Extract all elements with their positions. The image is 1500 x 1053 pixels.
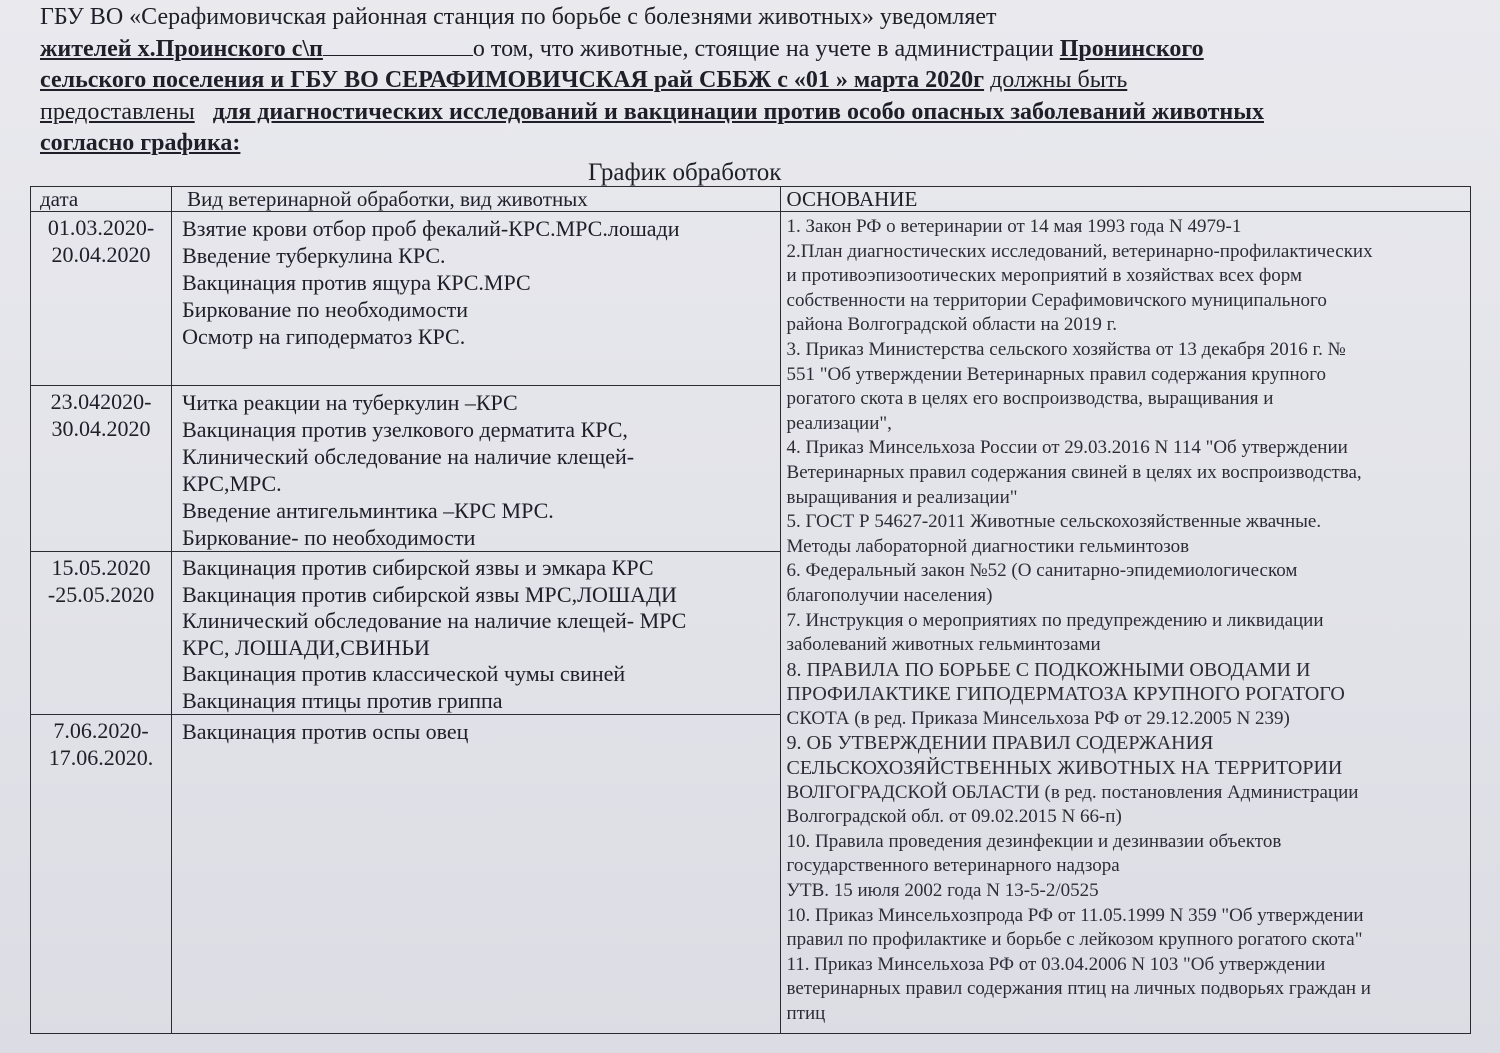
table-row (31, 212, 1471, 386)
date-end: 20.04.2020 (51, 242, 151, 267)
date-end: -25.05.2020 (47, 582, 155, 607)
basis-line: 9. ОБ УТВЕРЖДЕНИИ ПРАВИЛ СОДЕРЖАНИЯ (786, 732, 1214, 755)
action-item: Биркование по необходимости (182, 297, 469, 322)
action-item: Клинический обследование на наличие клещей- МРС (182, 608, 687, 633)
action-item: КРС, ЛОШАДИ,СВИНЬИ (182, 634, 430, 660)
basis-line: УТВ. 15 июля 2002 года N 13-5-2/0525 (786, 880, 1099, 902)
notice-line-4-text: предоставлены (40, 98, 195, 125)
row-date (31, 212, 172, 386)
row-actions (172, 552, 780, 715)
basis-line: реализации", (786, 412, 892, 434)
action-item: Читка реакции на туберкулин –КРС (182, 390, 518, 415)
row-date (31, 386, 172, 552)
row-actions (172, 715, 780, 1034)
notice-line-3-text: должны быть (990, 67, 1128, 93)
basis-line: выращивания и реализации" (786, 486, 1018, 508)
notice-line-2 (40, 34, 1460, 66)
date-end: 17.06.2020. (48, 745, 154, 770)
notice-line-4 (40, 97, 1460, 129)
basis-line: Ветеринарных правил содержания свиней в целях их воспроизводства, (786, 461, 1362, 483)
date-start: 23.042020- (50, 389, 152, 414)
basis-line: 11. Приказ Минсельхоза РФ от 03.04.2006 N 103 "Об утверждении (786, 953, 1326, 975)
basis-line: государственного ветеринарного надзора (786, 855, 1120, 877)
fill-in-blank (323, 37, 473, 56)
basis-line: 10. Приказ Минсельхозпрода РФ от 11.05.1999 N 359 "Об утверждении (786, 904, 1364, 926)
action-item: Биркование- по необходимости (182, 525, 476, 550)
action-item: Вакцинация против оспы овец (182, 719, 469, 744)
action-item: Введение туберкулина КРС. (182, 243, 446, 268)
basis-line: и противоэпизоотических мероприятий в хозяйствах всех форм (786, 265, 1303, 287)
row-actions (172, 386, 780, 552)
date-end: 30.04.2020 (51, 416, 151, 441)
basis-line: заболеваний животных гельминтозами (786, 634, 1101, 656)
header-basis: ОСНОВАНИЕ (780, 187, 1470, 212)
basis-line: собственности на территории Серафимовичского муниципального (786, 289, 1327, 311)
basis-line: Методы лабораторной диагностики гельминтозов (786, 535, 1190, 557)
basis-line: 7. Инструкция о мероприятиях по предупреждению и ликвидации (786, 609, 1324, 631)
action-item: Клинический обследование на наличие клещей- (182, 444, 635, 469)
action-item: Вакцинация птицы против гриппа (182, 687, 503, 713)
basis-line: 6. Федеральный закон №52 (О санитарно-эпидемиологическом (786, 560, 1298, 582)
basis-line: Волгоградской обл. от 09.02.2015 N 66-п) (786, 806, 1122, 828)
basis-line: 3. Приказ Министерства сельского хозяйства от 13 декабря 2016 г. № (786, 338, 1346, 360)
basis-line: правил по профилактике и борьбе с лейкозом крупного рогатого скота" (786, 929, 1363, 951)
action-item: Взятие крови отбор проб фекалий-КРС.МРС.лошади (182, 216, 680, 241)
purpose-text: для диагностических исследований и вакцинации против особо опасных заболеваний животных (212, 98, 1264, 125)
notice-text (40, 2, 1460, 160)
action-item: Вакцинация против сибирской язвы МРС,ЛОШАДИ (182, 581, 677, 607)
notice-line-2-text: о том, что животные, стоящие на учете в администрации (472, 35, 1054, 62)
header-date: дата (31, 187, 172, 212)
row-date (31, 552, 172, 715)
notice-line-1-text: ГБУ ВО «Серафимовичская районная станция по борьбе с болезнями животных» уведомляет (40, 4, 997, 30)
basis-line: рогатого скота в целях его воспроизводства, выращивания и (786, 388, 1274, 410)
date-start: 7.06.2020- (53, 718, 149, 743)
table-header-row (31, 187, 1471, 212)
action-item: Вакцинация против классической чумы свиней (182, 661, 626, 686)
schedule-title: График обработок (588, 159, 782, 186)
basis-line: благополучии населения) (786, 584, 993, 606)
basis-cell (780, 212, 1470, 1034)
administration-name: Пронинского (1059, 35, 1204, 62)
basis-line: СКОТА (в ред. Приказа Минсельхоза РФ от 29.12.2005 N 239) (786, 707, 1290, 729)
basis-line: 5. ГОСТ Р 54627-2011 Животные сельскохозяйственные жвачные. (786, 511, 1322, 533)
schedule-reference: согласно графика: (40, 130, 241, 156)
action-item: Вакцинация против узелкового дерматита КРС, (182, 417, 628, 442)
notice-line-3 (40, 65, 1460, 97)
row-date (31, 715, 172, 1034)
date-start: 01.03.2020- (47, 215, 155, 240)
action-item: Введение антигельминтика –КРС МРС. (182, 498, 554, 523)
row-actions (172, 212, 780, 386)
basis-line: 1. Закон РФ о ветеринарии от 14 мая 1993 года N 4979-1 (786, 216, 1242, 237)
basis-line: 551 "Об утверждении Ветеринарных правил содержания крупного (786, 363, 1327, 385)
basis-line: 10. Правила проведения дезинфекции и дезинвазии объектов (786, 830, 1282, 852)
basis-line: птиц (786, 1003, 826, 1024)
action-item: КРС,МРС. (182, 471, 282, 496)
action-item: Вакцинация против ящура КРС.МРС (182, 270, 531, 295)
action-item: Вакцинация против сибирской язвы и эмкара КРС (182, 555, 654, 580)
basis-line: ПРОФИЛАКТИКЕ ГИПОДЕРМАТОЗА КРУПНОГО РОГАТОГО (786, 683, 1345, 706)
header-treatment: Вид ветеринарной обработки, вид животных (172, 187, 780, 212)
basis-line: ветеринарных правил содержания птиц на личных подворьях граждан и (786, 978, 1371, 1000)
date-start: 15.05.2020 (51, 555, 151, 580)
basis-line: 8. ПРАВИЛА ПО БОРЬБЕ С ПОДКОЖНЫМИ ОВОДАМИ И (786, 658, 1311, 681)
notice-line-1 (40, 2, 1460, 34)
notice-line-5 (40, 128, 1460, 160)
basis-line: 2.План диагностических исследований, ветеринарно-профилактических (786, 240, 1373, 262)
residents-label: жителей х.Проинского с\п (40, 35, 323, 62)
basis-line: ВОЛГОГРАДСКОЙ ОБЛАСТИ (в ред. постановления Администрации (786, 781, 1359, 803)
basis-line: 4. Приказ Минсельхоза России от 29.03.2016 N 114 "Об утверждении (786, 437, 1348, 459)
action-item: Осмотр на гиподерматоз КРС. (182, 324, 466, 349)
basis-line: СЕЛЬСКОХОЗЯЙСТВЕННЫХ ЖИВОТНЫХ НА ТЕРРИТОРИИ (786, 757, 1343, 780)
schedule-table (30, 186, 1471, 1034)
basis-line: района Волгоградской области на 2019 г. (786, 314, 1117, 336)
settlement-and-date: сельского поселения и ГБУ ВО СЕРАФИМОВИЧСКАЯ рай СББЖ с «01 » марта 2020г (40, 67, 985, 93)
